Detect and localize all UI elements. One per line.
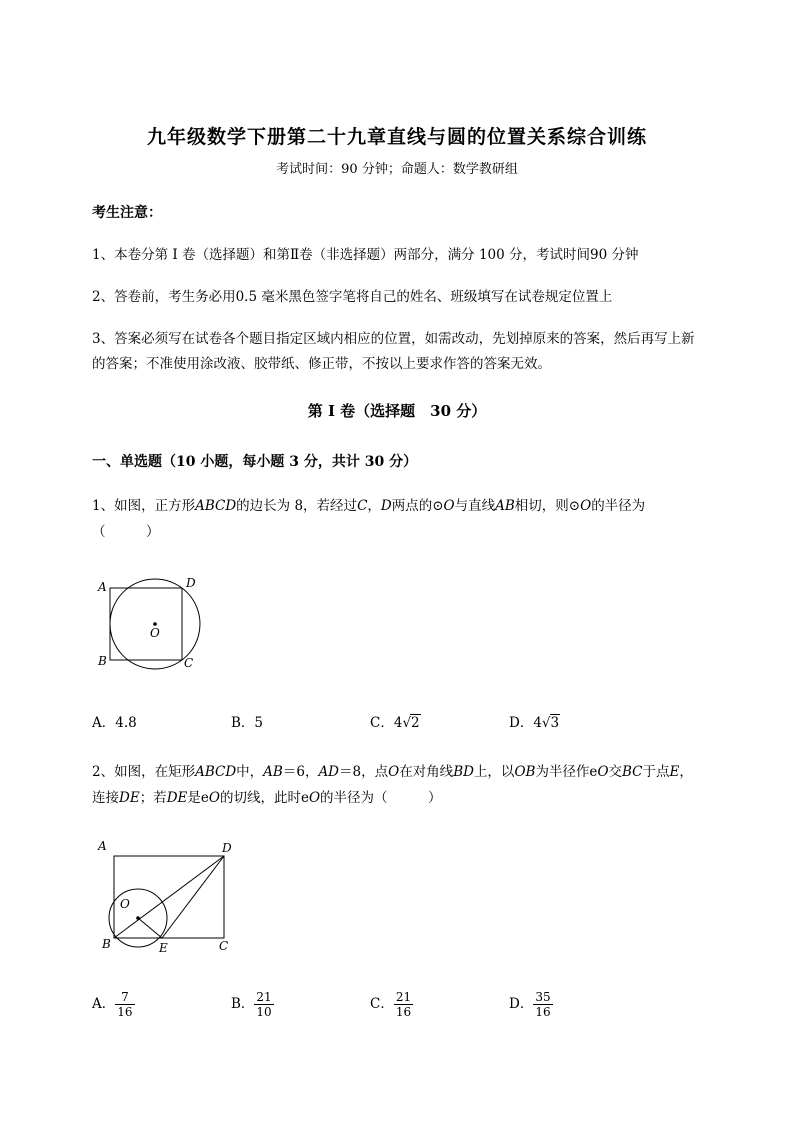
fraction: $\frac{21}{16}$ bbox=[395, 990, 412, 1019]
sqrt-sign: √ bbox=[541, 715, 551, 731]
label-o: O bbox=[120, 897, 130, 911]
notice-item-3-cont: 的答案；不准使用涂改液、胶带纸、修正带，不按以上要求作答的答案无效。 bbox=[92, 356, 551, 372]
notice-item-2: 2、答卷前，考生务必用0.5 毫米黑色签字笔将自己的姓名、班级填写在试卷规定位置上 bbox=[92, 289, 613, 305]
sqrt-sign: √ bbox=[402, 715, 412, 731]
question-1-paren: （ ） bbox=[92, 524, 160, 540]
q1-option-a[interactable]: A．4.8 bbox=[92, 715, 137, 731]
fraction: $\frac{21}{10}$ bbox=[256, 990, 272, 1019]
label-c: C bbox=[184, 656, 194, 670]
center-point-o bbox=[136, 916, 140, 920]
segment-de bbox=[162, 856, 224, 938]
diagonal-bd bbox=[114, 856, 224, 938]
notice-heading: 考生注意： bbox=[92, 205, 162, 221]
question-2-figure bbox=[90, 836, 250, 961]
question-1-figure bbox=[90, 572, 220, 672]
fraction: $\frac{35}{16}$ bbox=[535, 990, 551, 1019]
segment-oe bbox=[138, 918, 162, 938]
question-2-text: 2、如图，在矩形ABCD中，AB＝6，AD＝8，点O在对角线BD上，以OB为半径作eO交BC于点E， bbox=[92, 764, 693, 780]
label-a: A bbox=[98, 580, 107, 594]
q1-option-d[interactable]: D．4√3 bbox=[509, 715, 560, 731]
fraction: $\frac{7}{16}$ bbox=[117, 990, 133, 1019]
q2-option-d[interactable]: D． $\frac{35}{16}$ bbox=[509, 990, 551, 1019]
q1-option-c[interactable]: C．4√2 bbox=[370, 715, 420, 731]
q2-option-b[interactable]: B． $\frac{21}{10}$ bbox=[231, 990, 272, 1019]
q2-option-c[interactable]: C． $\frac{21}{16}$ bbox=[370, 990, 412, 1019]
question-1-text: 1、如图，正方形ABCD的边长为 8，若经过C，D两点的⊙O与直线AB相切，则⊙O的半径为 bbox=[92, 498, 646, 514]
notice-item-1: 1、本卷分第 I 卷（选择题）和第Ⅱ卷（非选择题）两部分，满分 100 分，考试时间90 分钟 bbox=[92, 247, 639, 263]
label-e: E bbox=[159, 941, 168, 955]
label-o: O bbox=[150, 626, 160, 640]
label-b: B bbox=[102, 937, 111, 951]
section-title: 第 I 卷（选择题 30 分） bbox=[307, 402, 487, 420]
label-d: D bbox=[186, 576, 196, 590]
q2-option-a[interactable]: A． $\frac{7}{16}$ bbox=[92, 990, 133, 1019]
q1-option-b[interactable]: B．5 bbox=[231, 715, 264, 731]
page-subtitle: 考试时间：90 分钟；命题人：数学教研组 bbox=[276, 162, 518, 177]
page-title: 九年级数学下册第二十九章直线与圆的位置关系综合训练 bbox=[146, 126, 647, 148]
question-2-text-line2: 连接DE；若DE是eO的切线，此时eO的半径为（ ） bbox=[92, 790, 442, 806]
label-d: D bbox=[222, 841, 232, 855]
notice-item-3: 3、答案必须写在试卷各个题目指定区域内相应的位置，如需改动，先划掉原来的答案，然后再写上新 bbox=[92, 331, 695, 347]
label-b: B bbox=[98, 654, 107, 668]
label-c: C bbox=[219, 939, 229, 953]
part-heading: 一、单选题（10 小题，每小题 3 分，共计 30 分） bbox=[92, 454, 418, 470]
square-abcd bbox=[110, 588, 182, 660]
label-a: A bbox=[98, 839, 107, 853]
